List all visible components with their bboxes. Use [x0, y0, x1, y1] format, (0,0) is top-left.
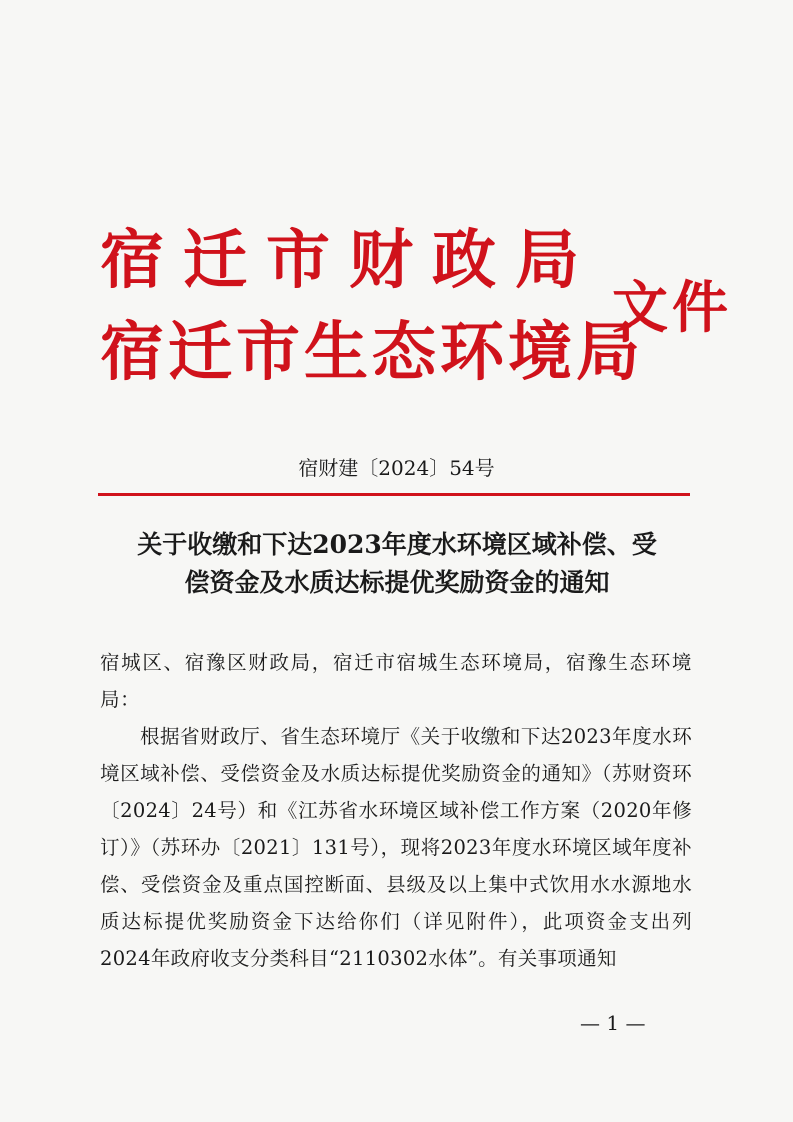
notice-title-line-2: 偿资金及水质达标提优奖励资金的通知	[184, 568, 610, 597]
addressee: 宿城区、宿豫区财政局，宿迁市宿城生态环境局，宿豫生态环境局：	[100, 651, 692, 711]
document-number: 宿财建〔2024〕54号	[298, 456, 495, 480]
notice-title-line-1: 关于收缴和下达2023年度水环境区域补偿、受	[137, 530, 657, 559]
issuer-name-ecology-bureau: 宿迁市生态环境局	[100, 315, 644, 390]
notice-title	[92, 526, 702, 602]
red-header-masthead	[100, 223, 740, 398]
page-number: — 1 —	[580, 1011, 646, 1035]
issuer-name-finance-bureau: 宿迁市财政局	[100, 223, 598, 298]
body-paragraph: 根据省财政厅、省生态环境厅《关于收缴和下达2023年度水环境区域补偿、受偿资金及水质达标提优奖励资金的通知》（苏财资环〔2024〕24号）和《江苏省水环境区域补偿工作方案（2020年修订）》（苏环办〔2021〕131号），现将2023年度水环境区域年度补偿、受偿资金及重点国控断面、县级及以上集中式饮用水水源地水质达标提优奖励资金下达给你们（详见附件），此项资金支出列2024年政府收支分类科目“2110302水体”。有关事项通知	[100, 725, 692, 970]
red-divider-line	[98, 493, 690, 496]
document-type-label: 文件	[612, 275, 732, 341]
